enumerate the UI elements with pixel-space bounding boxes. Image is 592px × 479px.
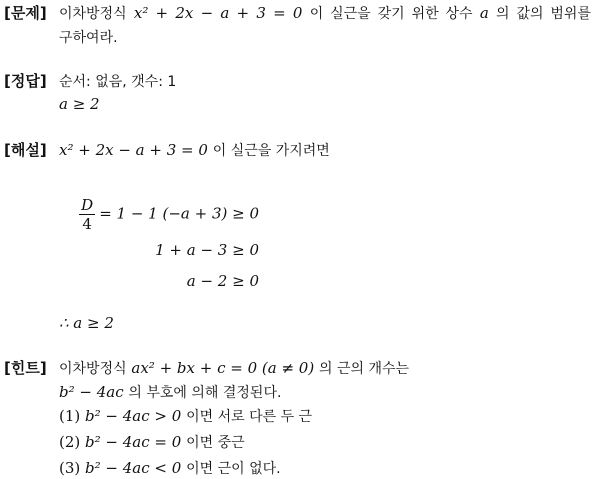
- answer-line-1: 순서: 없음, 갯수: 1: [59, 74, 177, 90]
- hint-item-3-number: (3): [59, 459, 81, 477]
- solution-intro-text: 이 실근을 가지려면: [212, 143, 330, 159]
- solution-intro: [59, 140, 330, 160]
- fraction-numerator: D: [81, 196, 94, 214]
- hint-item-3-equation: b² − 4ac < 0: [85, 459, 182, 477]
- answer-label: [정답]: [4, 72, 47, 90]
- problem-text-3: 의 값의 범위를: [496, 6, 591, 22]
- problem-line-1: [59, 3, 591, 23]
- hint-item-2: [59, 432, 245, 452]
- hint-item-1-equation: b² − 4ac > 0: [85, 407, 182, 425]
- problem-label: [문제]: [4, 4, 47, 22]
- hint-equation: ax² + bx + c = 0 (a ≠ 0): [131, 359, 315, 377]
- hint-item-3: [59, 458, 281, 478]
- solution-label: [해설]: [4, 141, 47, 159]
- solution-intro-equation: x² + 2x − a + 3 = 0: [59, 141, 208, 159]
- hint-discriminant: b² − 4ac: [59, 383, 124, 401]
- discriminant-fraction: [79, 196, 95, 233]
- problem-line-2: 구하여라.: [59, 30, 118, 46]
- hint-line-1: [59, 358, 409, 378]
- fraction-denominator: 4: [82, 215, 92, 233]
- hint-item-1-number: (1): [59, 407, 81, 425]
- problem-text-1: 이차방정식: [59, 6, 127, 22]
- answer-line-2: a ≥ 2: [59, 95, 100, 113]
- problem-equation: x² + 2x − a + 3 = 0: [133, 4, 303, 22]
- hint-text-2: 의 근의 개수는: [319, 361, 410, 377]
- hint-item-1-text: 이면 서로 다른 두 근: [186, 409, 313, 425]
- solution-conclusion: ∴ a ≥ 2: [59, 314, 114, 332]
- hint-line-2: [59, 382, 281, 402]
- hint-item-2-text: 이면 중근: [186, 435, 245, 451]
- solution-equation-2: 1 + a − 3 ≥ 0: [155, 241, 259, 259]
- hint-item-2-number: (2): [59, 433, 81, 451]
- hint-item-3-text: 이면 근이 없다.: [186, 461, 281, 477]
- hint-line-2-text: 의 부호에 의해 결정된다.: [128, 385, 282, 401]
- solution-equation-1: [79, 196, 259, 233]
- problem-text-2: 이 실근을 갖기 위한 상수: [309, 6, 473, 22]
- solution-equation-3: a − 2 ≥ 0: [186, 272, 259, 290]
- solution-equation-1-rhs: = 1 − 1 (−a + 3) ≥ 0: [99, 204, 259, 223]
- hint-label: [힌트]: [4, 359, 47, 377]
- problem-variable: a: [479, 4, 489, 22]
- hint-item-2-equation: b² − 4ac = 0: [85, 433, 182, 451]
- hint-item-1: [59, 406, 312, 426]
- hint-text-1: 이차방정식: [59, 361, 127, 377]
